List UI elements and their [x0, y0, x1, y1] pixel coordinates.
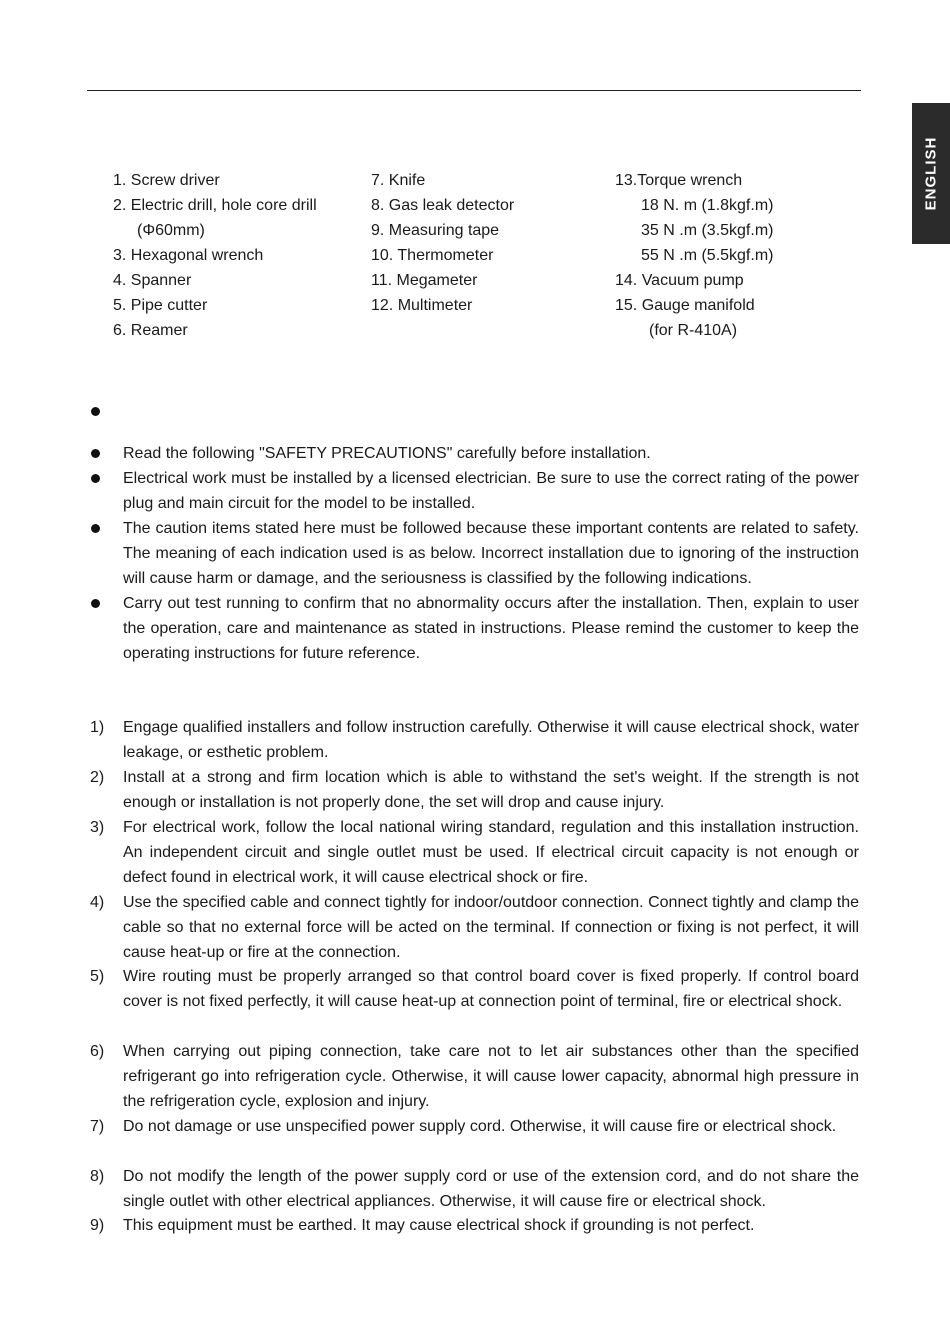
tools-column-2 — [371, 168, 514, 318]
warning-item: Engage qualified installers and follow instruction carefully. Otherwise it will cause electrical shock, water leakage, or esthetic problem. — [123, 719, 859, 761]
bullet — [91, 524, 100, 533]
tool-item: 13.Torque wrench — [615, 172, 743, 189]
warning-number: 6) — [90, 1043, 105, 1060]
tool-item: 2. Electric drill, hole core drill — [113, 197, 317, 214]
tool-item: 9. Measuring tape — [371, 222, 500, 239]
warning-number: 4) — [90, 894, 105, 911]
tool-item: 15. Gauge manifold — [615, 297, 755, 314]
warning-item: Do not damage or use unspecified power supply cord. Otherwise, it will cause fire or electrical shock. — [123, 1118, 837, 1135]
torque-spec: 55 N .m (5.5kgf.m) — [641, 247, 774, 264]
warning-item: Do not modify the length of the power supply cord or use of the extension cord, and do not share the single outlet with other electrical appliances. Otherwise, it will cause fire or electrical shock. — [123, 1168, 859, 1210]
tool-item-detail: (Φ60mm) — [137, 222, 205, 239]
tools-column-3 — [615, 168, 773, 343]
precaution-item: Electrical work must be installed by a licensed electrician. Be sure to use the correct rating of the power plug and main circuit for the model to be installed. — [123, 470, 859, 512]
warning-number: 9) — [90, 1217, 105, 1234]
tool-item: 7. Knife — [371, 172, 426, 189]
warning-number: 8) — [90, 1168, 105, 1185]
tool-item: 6. Reamer — [113, 322, 188, 339]
tool-item: 10. Thermometer — [371, 247, 494, 264]
warning-item: When carrying out piping connection, take care not to let air substances other than the specified refrigerant go into refrigeration cycle. Otherwise, it will cause lower capacity, abnormal high pressure in the refrigeration cycle, explosion and injury. — [123, 1043, 859, 1110]
bullet — [91, 474, 100, 483]
tools-column-1 — [113, 168, 317, 343]
precaution-item: Read the following "SAFETY PRECAUTIONS" carefully before installation. — [123, 445, 651, 462]
tool-item: 12. Multimeter — [371, 297, 473, 314]
warning-number: 7) — [90, 1118, 105, 1135]
warning-number: 3) — [90, 819, 105, 836]
section-bullet — [91, 407, 100, 416]
torque-spec: 18 N. m (1.8kgf.m) — [641, 197, 774, 214]
tool-item: 8. Gas leak detector — [371, 197, 515, 214]
warning-number: 1) — [90, 719, 105, 736]
header-rule — [87, 90, 861, 91]
tool-item: 5. Pipe cutter — [113, 297, 208, 314]
warning-number: 2) — [90, 769, 105, 786]
warning-item: Wire routing must be properly arranged so that control board cover is fixed properly. If control board cover is not fixed perfectly, it will cause heat-up at connection point of terminal, fire or electrical shock. — [123, 968, 859, 1010]
warning-item: Install at a strong and firm location which is able to withstand the set's weight. If the strength is not enough or installation is not properly done, the set will drop and cause injury. — [123, 769, 859, 811]
torque-spec: 35 N .m (3.5kgf.m) — [641, 222, 774, 239]
tool-item: 14. Vacuum pump — [615, 272, 744, 289]
warning-item: Use the specified cable and connect tightly for indoor/outdoor connection. Connect tightly and clamp the cable so that no external force will be acted on the terminal. If connection or fixing is not perfect, it will cause heat-up or fire at the connection. — [123, 894, 859, 961]
tool-item: 11. Megameter — [371, 272, 478, 289]
tool-item: 4. Spanner — [113, 272, 192, 289]
language-tab-label: ENGLISH — [922, 136, 940, 211]
language-tab — [912, 103, 950, 244]
tool-item-detail: (for R-410A) — [649, 322, 738, 339]
warning-item: For electrical work, follow the local national wiring standard, regulation and this installation instruction. An independent circuit and single outlet must be used. If electrical circuit capacity is not enough or defect found in electrical work, it will cause electrical shock or fire. — [123, 819, 859, 886]
warning-number: 5) — [90, 968, 105, 985]
tool-item: 3. Hexagonal wrench — [113, 247, 264, 264]
warning-item: This equipment must be earthed. It may cause electrical shock if grounding is not perfect. — [123, 1217, 755, 1234]
tool-item: 1. Screw driver — [113, 172, 220, 189]
precaution-item: Carry out test running to confirm that no abnormality occurs after the installation. Then, explain to user the operation, care and maintenance as stated in instructions. Please remind the customer to keep the operating instructions for future reference. — [123, 595, 859, 662]
bullet — [91, 599, 100, 608]
precaution-item: The caution items stated here must be followed because these important contents are related to safety. The meaning of each indication used is as below. Incorrect installation due to ignoring of the instruction will cause harm or damage, and the seriousness is classified by the following indications. — [123, 520, 859, 587]
bullet — [91, 449, 100, 458]
